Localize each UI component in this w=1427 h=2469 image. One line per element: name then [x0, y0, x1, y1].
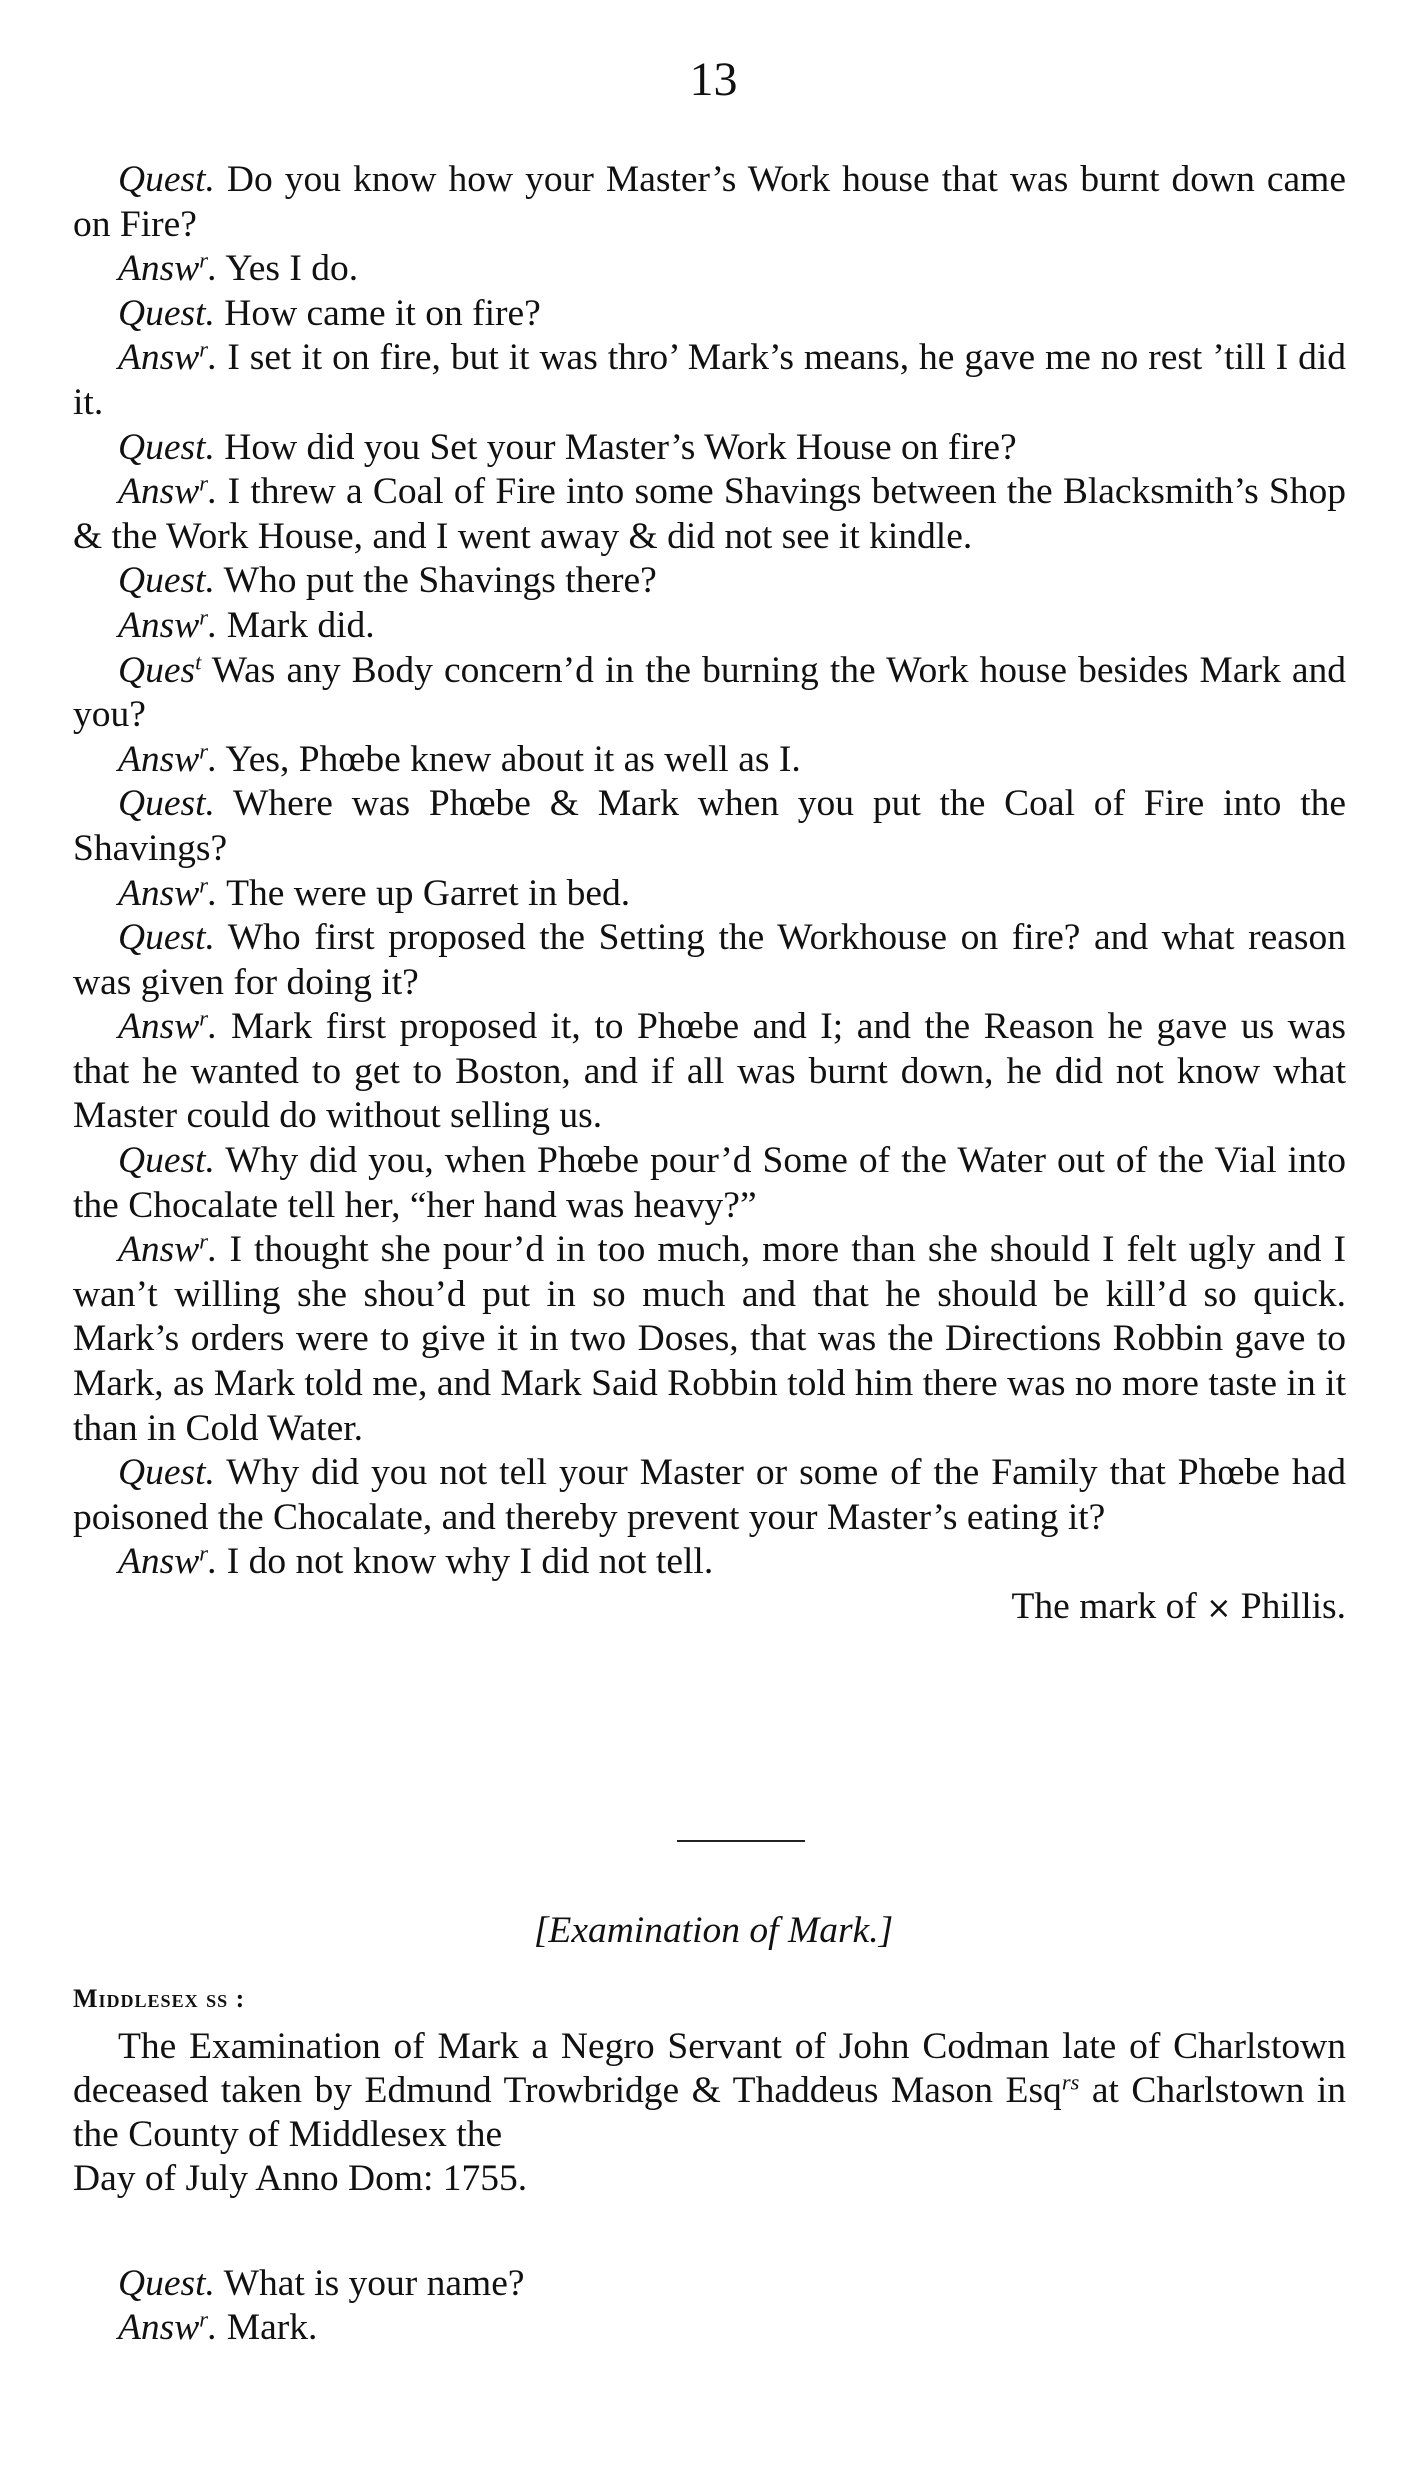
dialogue-text: Who put the Shavings there? [223, 560, 657, 602]
speaker-label: Answ$^r$. [118, 872, 218, 914]
speaker-label: Answ$^r$. [118, 738, 218, 780]
mark-examination-dialogue [73, 2262, 1346, 2350]
dialogue-text: How did you Set your Master’s Work House on fire? [224, 426, 1017, 468]
dialogue-line [73, 426, 1346, 471]
dialogue-line [73, 2262, 1346, 2306]
speaker-label: Quest. [118, 917, 215, 959]
dialogue-line [73, 1139, 1346, 1228]
dialogue-text: Why did you not tell your Master or some of the Family that Phœbe had poisoned the Chocalate, and thereby prevent your Master’s eating it? [73, 1452, 1346, 1538]
exam-date-line: Day of July Anno Dom: 1755. [73, 2158, 528, 2199]
phillis-examination-text [73, 158, 1346, 1632]
speaker-label: Answ$^r$. [118, 1541, 218, 1583]
dialogue-text: Was any Body concern’d in the burning the Work house besides Mark and you? [73, 649, 1346, 736]
dialogue-line [73, 649, 1346, 738]
dialogue-line [73, 1005, 1346, 1139]
dialogue-line [73, 782, 1346, 871]
speaker-label: Quest. [118, 2263, 215, 2304]
speaker-label: Quest. [118, 292, 215, 334]
dialogue-line [73, 1451, 1346, 1540]
dialogue-text: The were up Garret in bed. [226, 872, 631, 914]
dialogue-line [73, 158, 1346, 247]
dialogue-text: Who first proposed the Setting the Workhouse on fire? and what reason was given for doing it? [73, 917, 1346, 1003]
speaker-label: Answ$^r$. [118, 247, 218, 290]
dialogue-text: Where was Phœbe & Mark when you put the Coal of Fire into the Shavings? [73, 783, 1347, 869]
dialogue-line [73, 738, 1346, 783]
dialogue-text: How came it on fire? [224, 292, 541, 334]
dialogue-text: Mark first proposed it, to Phœbe and I; and the Reason he gave us was that he wanted to get to Boston, and if all was burnt down, he did not know what Master could do without selling us. [73, 1006, 1347, 1137]
dialogue-text: What is your name? [223, 2263, 525, 2304]
dialogue-text: I set it on fire, but it was thro’ Mark’s means, he gave me no rest ’till I did it. [73, 337, 1347, 423]
speaker-label: Answ$^r$. [118, 1005, 218, 1048]
dialogue-line [73, 470, 1346, 559]
dialogue-line [73, 872, 1346, 917]
dialogue-line [73, 1540, 1346, 1585]
section-divider [677, 1840, 805, 1842]
exam-intro-paragraph: The Examination of Mark a Negro Servant of John Codman late of Charlstown deceased taken by Edmund Trowbridge & Thaddeus Mason Esq$^{rs}$ at Charlstown in the County of Middlesex the [73, 2026, 1346, 2155]
speaker-label: Quest. [118, 783, 215, 825]
dialogue-line [73, 1228, 1346, 1451]
dialogue-text: I do not know why I did not tell. [226, 1541, 714, 1583]
speaker-label: Quest. [118, 1140, 215, 1182]
signature-prefix: The mark of [1011, 1586, 1197, 1627]
dialogue-text: Yes I do. [225, 248, 359, 290]
dialogue-text: Mark did. [226, 604, 375, 646]
dialogue-line [73, 292, 1346, 337]
speaker-label: Quest. [118, 1452, 215, 1494]
mark-examination-intro [73, 2025, 1346, 2201]
page-number: 13 [689, 53, 738, 106]
dialogue-text: Do you know how your Master’s Work house that was burnt down came on Fire? [73, 159, 1346, 245]
signature-name: Phillis. [1240, 1586, 1346, 1627]
dialogue-line [73, 2306, 1346, 2350]
speaker-label: Quest. [118, 159, 215, 200]
dialogue-line [73, 559, 1346, 604]
dialogue-line [73, 247, 1346, 292]
speaker-label: Quest. [118, 560, 215, 602]
county-heading: Middlesex ss : [73, 1984, 246, 2013]
speaker-label: Quest. [118, 426, 215, 468]
dialogue-line [73, 336, 1346, 425]
dialogue-text: I thought she pour’d in too much, more than she should I felt ugly and I wan’t willing she shou’d put in so much and that he should be kill’d so quick. Mark’s orders were to give it in two Doses, that was the Directions Robbin gave to Mark, as Mark told me, and Mark Said Robbin told him there was no more taste in it than in Cold Water. [73, 1229, 1347, 1449]
speaker-label: Answ$^r$. [118, 604, 218, 646]
speaker-label: Answ$^r$. [118, 1228, 218, 1271]
dialogue-text: Yes, Phœbe knew about it as well as I. [225, 738, 801, 780]
dialogue-text: I threw a Coal of Fire into some Shavings between the Blacksmith’s Shop & the Work House, and I went away & did not see it kindle. [73, 471, 1346, 557]
cross-mark-icon: × [1206, 1591, 1232, 1626]
dialogue-line [73, 916, 1346, 1005]
dialogue-text: Mark. [226, 2307, 318, 2348]
speaker-label: Ques$^t$ [118, 649, 202, 691]
signature-line [73, 1585, 1346, 1632]
section-heading: [Examination of Mark.] [533, 1910, 894, 1951]
dialogue-text: Why did you, when Phœbe pour’d Some of the Water out of the Vial into the Chocalate tell her, “her hand was heavy?” [73, 1140, 1347, 1226]
dialogue-line [73, 604, 1346, 649]
speaker-label: Answ$^r$. [118, 2306, 218, 2348]
speaker-label: Answ$^r$. [118, 470, 218, 513]
esquires-superscript: rs [1061, 2069, 1080, 2095]
speaker-label: Answ$^r$. [118, 337, 218, 379]
